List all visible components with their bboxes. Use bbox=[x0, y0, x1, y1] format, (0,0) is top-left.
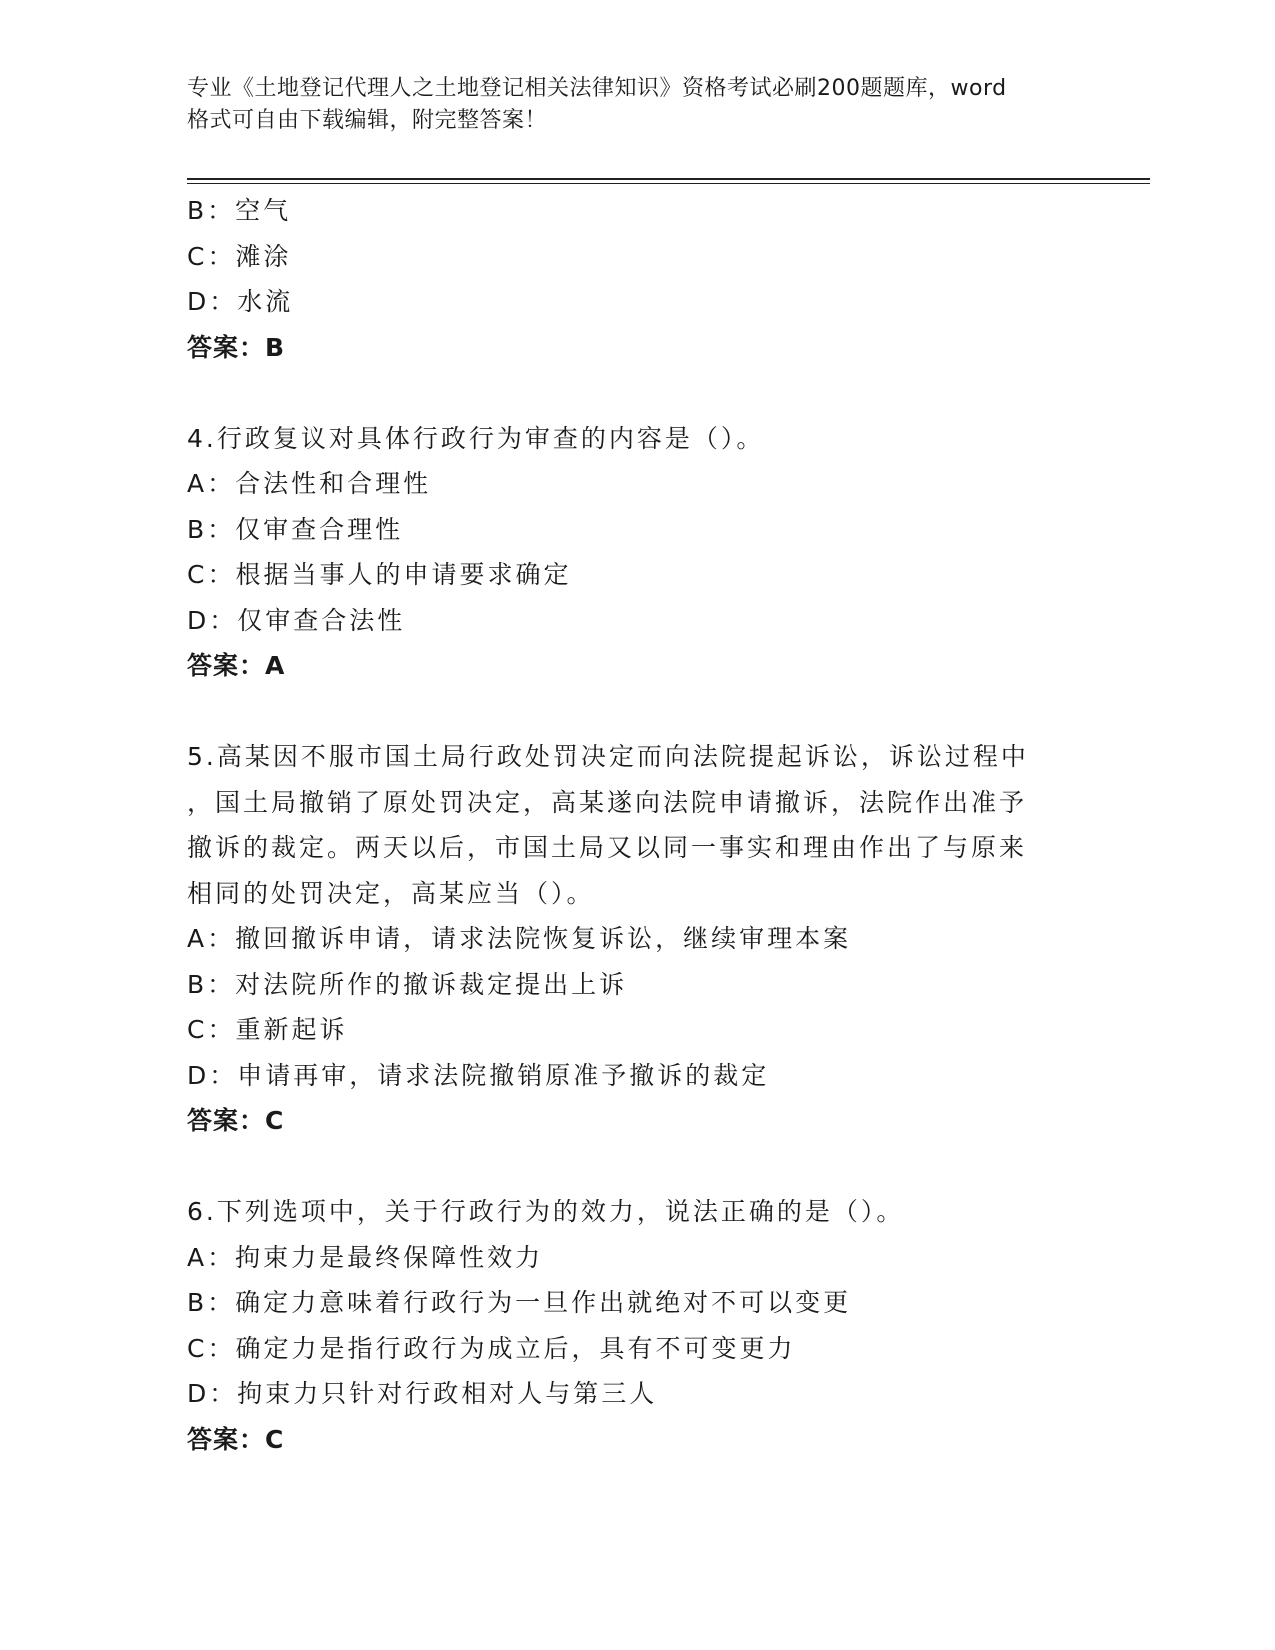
option-b: B：确定力意味着行政行为一旦作出就绝对不可以变更 bbox=[187, 1288, 852, 1317]
header-rule-thick bbox=[187, 178, 1150, 180]
question-list bbox=[187, 188, 1087, 1462]
option-c: C：确定力是指行政行为成立后，具有不可变更力 bbox=[187, 1333, 796, 1363]
option-b: B：仅审查合理性 bbox=[187, 514, 404, 544]
question-6-block bbox=[187, 1189, 1087, 1462]
option-c: C：滩涂 bbox=[187, 241, 292, 271]
spacer bbox=[187, 689, 1087, 735]
option-d: D：水流 bbox=[187, 287, 294, 316]
question-text: 4.行政复议对具体行政行为审查的内容是（）。 bbox=[187, 423, 765, 453]
question-text-line: ，国土局撤销了原处罚决定，高某遂向法院申请撤诉，法院作出准予 bbox=[187, 787, 1028, 817]
answer-label: 答案：C bbox=[187, 1424, 285, 1454]
option-d: D：仅审查合法性 bbox=[187, 605, 406, 635]
question-text-line: 5.高某因不服市国土局行政处罚决定而向法院提起诉讼，诉讼过程中 bbox=[187, 742, 1029, 771]
question-3-block bbox=[187, 188, 1087, 370]
option-a: A：拘束力是最终保障性效力 bbox=[187, 1242, 544, 1272]
answer-label: 答案：C bbox=[187, 1106, 285, 1135]
header-rule-thin bbox=[187, 183, 1150, 184]
spacer bbox=[187, 370, 1087, 416]
option-d: D：拘束力只针对行政相对人与第三人 bbox=[187, 1379, 658, 1408]
header-line-1: 专业《土地登记代理人之土地登记相关法律知识》资格考试必刷200题题库，word bbox=[187, 76, 1007, 101]
question-text-line: 相同的处罚决定，高某应当（）。 bbox=[187, 878, 595, 908]
option-a: A：撤回撤诉申请，请求法院恢复诉讼，继续审理本案 bbox=[187, 924, 852, 953]
document-header bbox=[187, 73, 1087, 137]
question-4-block bbox=[187, 416, 1087, 689]
question-text-line: 撤诉的裁定。两天以后，市国土局又以同一事实和理由作出了与原来 bbox=[187, 833, 1028, 862]
header-line-2: 格式可自由下载编辑，附完整答案！ bbox=[187, 108, 548, 133]
option-c: C：根据当事人的申请要求确定 bbox=[187, 560, 572, 589]
question-text: 6.下列选项中，关于行政行为的效力，说法正确的是（）。 bbox=[187, 1197, 905, 1226]
spacer bbox=[187, 1144, 1087, 1190]
option-b: B：对法院所作的撤诉裁定提出上诉 bbox=[187, 969, 628, 999]
option-c: C：重新起诉 bbox=[187, 1015, 348, 1044]
question-5-block bbox=[187, 734, 1087, 1144]
option-b: B：空气 bbox=[187, 196, 292, 225]
answer-label: 答案：A bbox=[187, 651, 286, 680]
option-a: A：合法性和合理性 bbox=[187, 469, 432, 498]
option-d: D：申请再审，请求法院撤销原准予撤诉的裁定 bbox=[187, 1060, 770, 1090]
answer-label: 答案：B bbox=[187, 332, 286, 362]
